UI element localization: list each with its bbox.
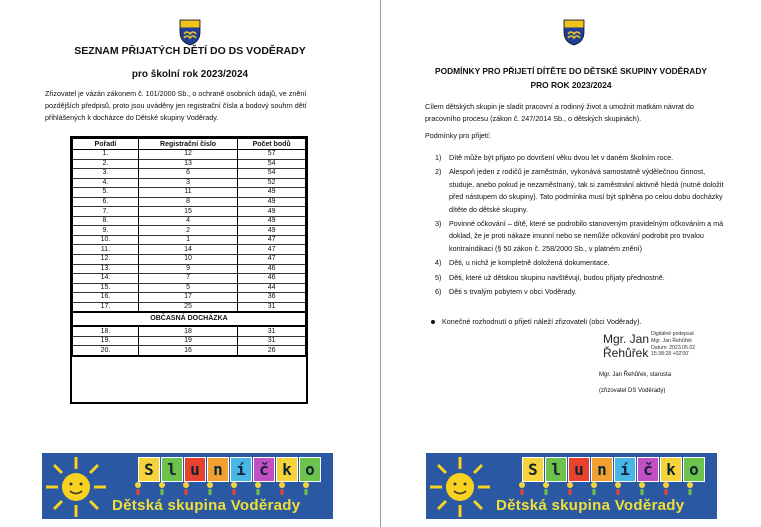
sun-icon	[44, 455, 108, 519]
list-text: Děti, které už dětskou skupinu navštěvují, budou přijaty přednostně.	[449, 272, 665, 282]
intro-text: Zřizovatel je vázán zákonem č. 101/2000 Sb., o ochraně osobních údajů, ve znění pozdějších předpisů, proto jsou uváděny jen registrační čísla a bodový souhrn dětí přihlášených k docházce do Dětské skupiny Voděrady.	[45, 89, 307, 122]
table-cell: 4.	[73, 178, 139, 188]
signer-name: Mgr. Jan Řehůřek, starosta	[599, 372, 672, 378]
table-cell: 18.	[73, 326, 139, 336]
table-cell: 5.	[73, 188, 139, 198]
table-cell: 2.	[73, 159, 139, 169]
table-row	[73, 235, 306, 245]
letter-tile: n	[591, 457, 613, 482]
conditions-heading: Podmínky pro přijetí:	[425, 131, 491, 140]
table-cell: 11	[138, 188, 237, 198]
subheader-cell: OBČASNÁ DOCHÁZKA	[73, 312, 306, 326]
page-title: SEZNAM PŘIJATÝCH DĚTÍ DO DS VODĚRADY	[74, 45, 306, 57]
table-cell: 47	[238, 235, 306, 245]
banner-logo	[42, 453, 333, 519]
table-cell: 3.	[73, 169, 139, 179]
letter-tile: S	[522, 457, 544, 482]
table-header-row	[73, 139, 306, 150]
table-cell: 44	[238, 283, 306, 293]
letter-tile: k	[276, 457, 298, 482]
table-cell: 8.	[73, 216, 139, 226]
table-row	[73, 264, 306, 274]
signer-role: (zřizovatel DS Voděrady)	[599, 388, 666, 394]
table-cell: 9	[138, 264, 237, 274]
letter-tile: n	[207, 457, 229, 482]
list-item	[435, 152, 731, 164]
letter-tile: u	[184, 457, 206, 482]
children-icon	[128, 481, 328, 495]
table-cell: 9.	[73, 226, 139, 236]
letter-tile: č	[637, 457, 659, 482]
signature-meta-line: Digitálně podepsal	[651, 331, 694, 337]
column-header: Registrační číslo	[138, 139, 237, 150]
final-note	[431, 317, 641, 326]
letter-tile: í	[614, 457, 636, 482]
table-cell: 18	[138, 326, 237, 336]
table-cell: 46	[238, 274, 306, 284]
conditions-title: PODMÍNKY PRO PŘIJETÍ DÍTĚTE DO DĚTSKÉ SKUPINY VODĚRADY	[435, 66, 707, 76]
letter-tile: č	[253, 457, 275, 482]
table-cell: 7	[138, 274, 237, 284]
table-row	[73, 207, 306, 217]
banner-letters	[522, 457, 705, 482]
list-number: 6)	[435, 287, 442, 297]
table-cell: 36	[238, 293, 306, 303]
signature-line: Řehůřek	[603, 346, 649, 360]
table-row	[73, 197, 306, 207]
sun-icon	[428, 455, 492, 519]
bullet-icon	[431, 320, 435, 324]
table-cell: 20.	[73, 346, 139, 356]
table-subheader-row	[73, 312, 306, 326]
table-cell: 31	[238, 326, 306, 336]
page-left	[0, 0, 380, 527]
table-cell: 47	[238, 255, 306, 265]
list-number: 4)	[435, 258, 442, 268]
list-item	[435, 257, 731, 269]
letter-tile: l	[161, 457, 183, 482]
column-header: Pořadí	[73, 139, 139, 150]
list-text: Povinné očkování – dítě, které se podrobilo stanoveným pravidelným očkováním a má doklad, že je proti nákaze imunní nebo se nemůže očkování podrobit pro trvalou kontraindikaci (§ 50 zákon č. 258/2000 Sb., v platném znění)	[449, 219, 724, 253]
table-cell: 19.	[73, 336, 139, 346]
page-right	[381, 0, 761, 527]
table-row	[73, 169, 306, 179]
table-row	[73, 245, 306, 255]
table-cell: 12.	[73, 255, 139, 265]
table-cell: 12	[138, 150, 237, 160]
table-row	[73, 226, 306, 236]
table-cell: 52	[238, 178, 306, 188]
table-row	[73, 255, 306, 265]
banner-subtitle: Dětská skupina Voděrady	[496, 497, 685, 514]
list-number: 1)	[435, 153, 442, 162]
table-row	[73, 159, 306, 169]
table-cell: 47	[238, 245, 306, 255]
list-item	[435, 272, 731, 284]
table-row	[73, 188, 306, 198]
children-icon	[512, 481, 712, 495]
table-cell: 10	[138, 255, 237, 265]
table-cell: 3	[138, 178, 237, 188]
banner-letters	[138, 457, 321, 482]
table-row	[73, 346, 306, 356]
table-cell: 13	[138, 159, 237, 169]
table-row	[73, 216, 306, 226]
table-row	[73, 336, 306, 346]
table-cell: 5	[138, 283, 237, 293]
table-cell: 25	[138, 302, 237, 312]
table-cell: 26	[238, 346, 306, 356]
table-cell: 10.	[73, 235, 139, 245]
table-cell: 13.	[73, 264, 139, 274]
table-cell: 16.	[73, 293, 139, 303]
conditions-list	[435, 152, 731, 300]
table-cell: 54	[238, 159, 306, 169]
list-text: Alespoň jeden z rodičů je zaměstnán, vykonává samostatně výdělečnou činnost, studuje, anebo pokud je nezaměstnaný, tak si zaměstnání aktivně hledá (nutné doložit před nástupem do skupiny). Tato podmínka musí být splněna po celou dobu docházky dítěte do dětské skupiny.	[449, 167, 724, 214]
table-cell: 15.	[73, 283, 139, 293]
table-cell: 49	[238, 226, 306, 236]
table-cell: 17	[138, 293, 237, 303]
intro-text: Cílem dětských skupin je sladit pracovní a rodinný život a umožnit matkám návrat do pracovního procesu (zákon č. 247/2014 Sb., o dětských skupinách).	[425, 102, 694, 123]
letter-tile: k	[660, 457, 682, 482]
table-cell: 17.	[73, 302, 139, 312]
conditions-year: PRO ROK 2023/2024	[530, 80, 612, 90]
table-row	[73, 274, 306, 284]
table-cell: 16	[138, 346, 237, 356]
letter-tile: l	[545, 457, 567, 482]
table-cell: 14	[138, 245, 237, 255]
list-number: 5)	[435, 272, 442, 282]
list-item	[435, 286, 731, 298]
final-note-text: Konečné rozhodnutí o přijetí náleží zřizovateli (obci Voděrady).	[442, 317, 642, 326]
table-row	[73, 283, 306, 293]
table-row	[73, 150, 306, 160]
banner-subtitle: Dětská skupina Voděrady	[112, 497, 301, 514]
signature-meta-line: Datum: 2023.05.02	[651, 344, 696, 351]
list-number: 3)	[435, 219, 442, 229]
letter-tile: u	[568, 457, 590, 482]
table-cell: 1	[138, 235, 237, 245]
list-text: Dítě může být přijato po dovršení věku dvou let v daném školním roce.	[449, 153, 674, 162]
letter-tile: o	[299, 457, 321, 482]
letter-tile: í	[230, 457, 252, 482]
list-number: 2)	[435, 167, 442, 177]
table-cell: 4	[138, 216, 237, 226]
coat-of-arms-icon	[562, 18, 586, 46]
table-row	[73, 178, 306, 188]
signature-details	[651, 331, 695, 358]
coat-of-arms-icon	[178, 18, 202, 46]
table-cell: 19	[138, 336, 237, 346]
table-cell: 54	[238, 169, 306, 179]
table-row	[73, 293, 306, 303]
table-cell: 31	[238, 336, 306, 346]
table-cell: 49	[238, 216, 306, 226]
list-item	[435, 218, 731, 255]
table-cell: 49	[238, 188, 306, 198]
results-table	[72, 138, 306, 357]
table-cell: 6	[138, 169, 237, 179]
table-row	[73, 326, 306, 336]
table-cell: 15	[138, 207, 237, 217]
table-cell: 7.	[73, 207, 139, 217]
list-item	[435, 166, 731, 216]
table-cell: 57	[238, 150, 306, 160]
table-cell: 6.	[73, 197, 139, 207]
banner-logo	[426, 453, 717, 519]
table-row	[73, 302, 306, 312]
column-header: Počet bodů	[238, 139, 306, 150]
table-cell: 31	[238, 302, 306, 312]
table-cell: 2	[138, 226, 237, 236]
list-text: Děti, u nichž je kompletně doložená dokumentace.	[449, 258, 610, 268]
table-cell: 49	[238, 207, 306, 217]
page-subtitle: pro školní rok 2023/2024	[131, 69, 249, 80]
signature-line: Mgr. Jan	[603, 332, 650, 346]
signature-meta-line: Mgr. Jan Řehůřek	[651, 337, 692, 344]
table-cell: 8	[138, 197, 237, 207]
table-cell: 11.	[73, 245, 139, 255]
table-cell: 1.	[73, 150, 139, 160]
table-cell: 49	[238, 197, 306, 207]
list-text: Děti s trvalým pobytem v obci Voděrady.	[449, 287, 577, 297]
letter-tile: S	[138, 457, 160, 482]
letter-tile: o	[683, 457, 705, 482]
signature-name	[603, 332, 649, 360]
signature-meta-line: 15:38:28 +02'00'	[651, 351, 690, 358]
table-cell: 14.	[73, 274, 139, 284]
table-cell: 46	[238, 264, 306, 274]
